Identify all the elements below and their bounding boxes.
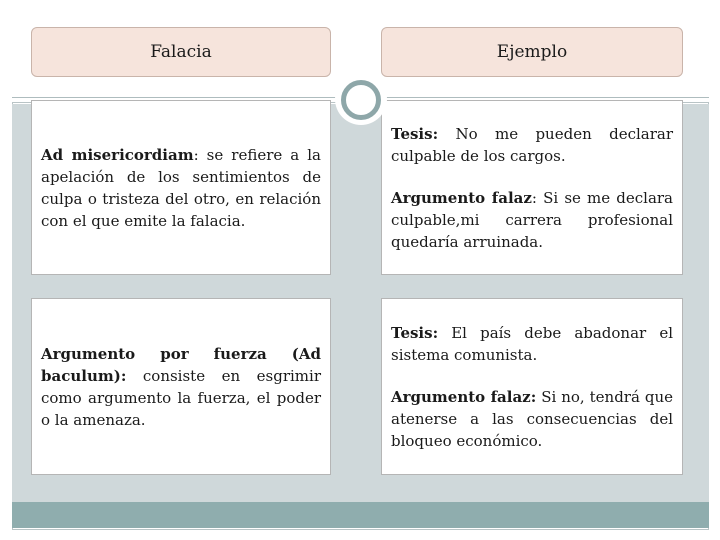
row-2-argumento-text: Si no, tendrá que atenerse a las consecuencias del bloqueo económico.	[391, 387, 674, 450]
row-1-argumento-label: Argumento falaz	[391, 188, 532, 207]
row-2-falacia-term: Argumento por fuerza (Ad baculum):	[41, 344, 321, 385]
row-1-falacia-term: Ad misericordiam	[41, 145, 194, 164]
header-falacia-label: Falacia	[150, 42, 212, 62]
row-2-falacia-definition: consiste en esgrimir como argumento la fuerza, el poder o la amenaza.	[41, 366, 321, 429]
row-1-tesis-text: No me pueden declarar culpable de los cargos.	[391, 124, 673, 165]
header-falacia	[31, 27, 331, 77]
row-2-tesis-text: El país debe abadonar el sistema comunista.	[391, 323, 673, 364]
circle-ornament-icon	[341, 80, 381, 120]
header-ejemplo	[381, 27, 683, 77]
row-1-falacia-text	[41, 144, 321, 232]
row-1-tesis-label: Tesis:	[391, 124, 439, 143]
row-2-argumento-label: Argumento falaz:	[391, 387, 537, 406]
row-2-tesis-label: Tesis:	[391, 323, 439, 342]
row-2-tesis	[391, 322, 673, 366]
row-1-falacia-cell	[31, 100, 331, 275]
row-2-falacia-text	[41, 343, 321, 431]
row-1-falacia-definition: : se refiere a la apelación de los sentimientos de culpa o tristeza del otro, en relación con el que emite la falacia.	[41, 145, 321, 230]
header-ejemplo-label: Ejemplo	[496, 42, 568, 62]
row-1-argumento-text: : Si se me declara culpable,mi carrera profesional quedaría arruinada.	[391, 188, 674, 251]
row-2-falacia-cell	[31, 298, 331, 475]
slide-footer-band	[12, 502, 709, 528]
row-2-argumento	[391, 386, 673, 452]
row-1-argumento	[391, 187, 673, 253]
row-1-tesis	[391, 123, 673, 167]
row-1-ejemplo-cell	[381, 100, 683, 275]
row-2-ejemplo-cell	[381, 298, 683, 475]
